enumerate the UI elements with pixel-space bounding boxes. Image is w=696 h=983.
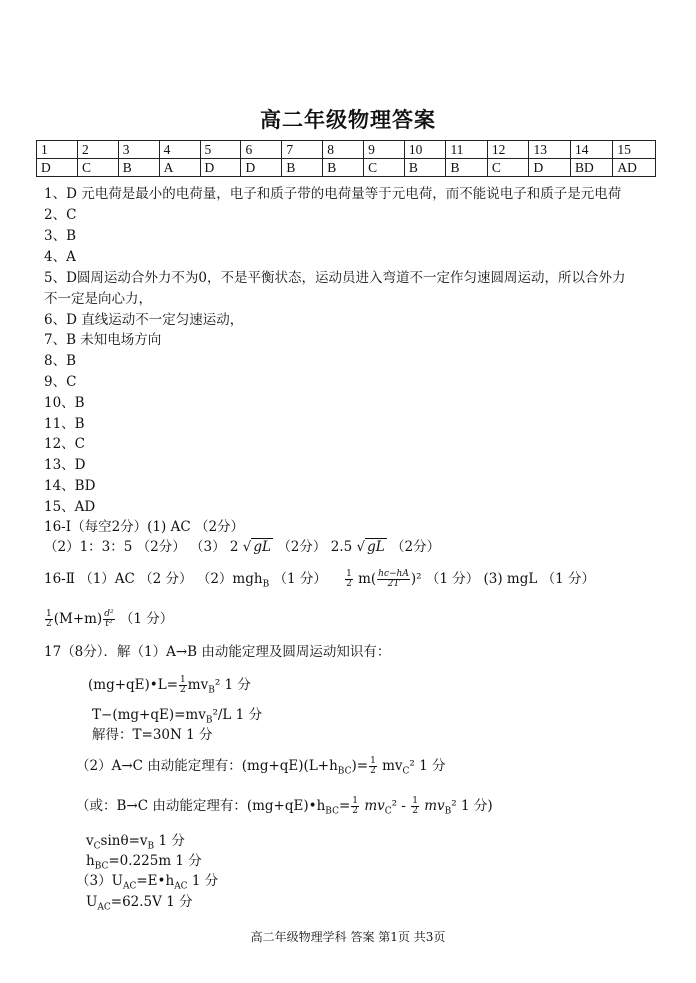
text: ² 1 分) (451, 798, 493, 814)
subscript: AC (122, 881, 137, 892)
text: （2分） (390, 539, 441, 555)
subscript: C (384, 806, 392, 817)
text: U (86, 894, 98, 910)
subscript: BC (94, 861, 109, 872)
text: =0.225m 1 分 (108, 853, 202, 869)
text: =E•h (136, 873, 175, 889)
text: h (86, 853, 95, 869)
table-row-answers (37, 159, 656, 177)
explanation-q12: 12、C (44, 436, 86, 452)
denominator: t² (105, 619, 113, 629)
table-cell: 9 (364, 141, 405, 159)
text: =62.5V 1 分 (110, 894, 193, 910)
table-cell: 15 (613, 141, 656, 159)
table-cell: 6 (241, 141, 282, 159)
explanation-q5-cont: 不一定是向心力， (44, 291, 152, 307)
text: （2分） 2.5 (277, 539, 353, 555)
q16-i-line2 (44, 538, 440, 556)
table-cell: 8 (323, 141, 364, 159)
subscript: B (208, 685, 215, 696)
subscript: B (205, 715, 213, 726)
table-cell: D (241, 159, 282, 177)
sqrt-expression: √ gL (242, 539, 272, 555)
numerator: hc−hA (378, 569, 409, 579)
text: (mg+qE)•L= (88, 677, 179, 693)
explanation-q1: 1、D 元电荷是最小的电荷量，电子和质子带的电荷量等于元电荷，而不能说电子和质子是元电荷 (44, 186, 622, 202)
table-cell: AD (613, 159, 656, 177)
numerator: 1 (180, 675, 186, 685)
table-cell: 1 (37, 141, 78, 159)
text: （1 分） (273, 571, 327, 587)
text: （1 分） (119, 611, 174, 627)
text: mv (364, 798, 385, 814)
table-row-numbers (37, 141, 656, 159)
q16-i-header: 16-Ⅰ（每空2分）(1) AC （2分） (44, 519, 245, 535)
table-cell: 5 (200, 141, 241, 159)
fraction (351, 797, 359, 816)
table-cell: B (404, 159, 446, 177)
text: (M+m) (53, 611, 103, 627)
denominator: 2 (346, 579, 352, 589)
table-cell: D (529, 159, 571, 177)
table-cell: B (282, 159, 323, 177)
text: mv (187, 677, 209, 693)
denominator: 2 (180, 685, 186, 695)
table-cell: 14 (571, 141, 613, 159)
q17-eq4 (76, 757, 446, 781)
sqrt-expression: √ gL (356, 539, 385, 555)
text: = (338, 798, 351, 814)
q17-eq3: 解得：T=30N 1 分 (92, 727, 213, 743)
fraction (179, 676, 187, 695)
table-cell: 2 (77, 141, 118, 159)
explanation-q15: 15、AD (44, 499, 96, 515)
text: 16-Ⅱ （1）AC （2 分） （2）mgh (44, 571, 263, 587)
subscript: B (444, 806, 452, 817)
text: sinθ=v (100, 833, 148, 849)
table-cell: A (159, 159, 200, 177)
denominator: 2 (46, 619, 52, 629)
numerator: 1 (370, 756, 376, 766)
text: （或：B→C 由动能定理有：(mg+qE)•h (76, 798, 326, 814)
text: 1 分 (154, 833, 185, 849)
subscript: B (147, 841, 155, 852)
text: ² - (391, 798, 406, 814)
text: （2）1：3：5 （2分） （3） 2 (44, 539, 239, 555)
table-cell: 10 (404, 141, 446, 159)
explanation-q10: 10、B (44, 395, 85, 411)
explanation-q9: 9、C (44, 374, 77, 390)
text: ² 1 分 (214, 677, 251, 693)
text: ² 1 分 (409, 758, 446, 774)
subscript: AC (174, 881, 188, 892)
table-cell: 12 (487, 141, 529, 159)
explanation-q2: 2、C (44, 207, 77, 223)
page-title: 高二年级物理答案 (260, 107, 436, 132)
table-cell: 4 (159, 141, 200, 159)
text: mv (424, 798, 445, 814)
text: （2）A→C 由动能定理有：(mg+qE)(L+h (76, 758, 338, 774)
subscript: AC (97, 902, 111, 913)
numerator: 1 (46, 609, 52, 619)
subscript: C (402, 766, 410, 777)
table-cell: C (364, 159, 405, 177)
explanation-q6: 6、D 直线运动不一定匀速运动， (44, 312, 244, 328)
answer-table (36, 140, 656, 177)
q17-eq1 (88, 676, 251, 700)
fraction (411, 797, 419, 816)
fraction (377, 570, 410, 589)
numerator: d² (104, 609, 114, 619)
subscript: BC (325, 806, 339, 817)
table-cell: C (77, 159, 118, 177)
text: )= (351, 758, 369, 774)
q17-eq5 (76, 797, 493, 821)
q17-eq9 (86, 893, 193, 917)
table-cell: C (487, 159, 529, 177)
explanation-q4: 4、A (44, 249, 76, 265)
q16-ii-line (44, 570, 595, 594)
fraction (345, 570, 353, 589)
explanation-q14: 14、BD (44, 478, 96, 494)
table-cell: B (118, 159, 159, 177)
subscript: C (93, 841, 101, 852)
fraction (45, 610, 53, 629)
table-cell: 11 (446, 141, 487, 159)
explanation-q5: 5、D圆周运动合外力不为0，不是平衡状态，运动员进入弯道不一定作匀速圆周运动，所以合外力 (44, 270, 626, 286)
table-cell: BD (571, 159, 613, 177)
fraction (103, 610, 114, 629)
denominator: 2 (352, 806, 359, 816)
q16-ii-line2 (44, 610, 173, 629)
denominator: 2 (370, 766, 376, 776)
text: )² （1 分） (3) mgL （1 分） (410, 571, 595, 587)
explanation-q13: 13、D (44, 457, 86, 473)
subscript: BC (337, 766, 352, 777)
text: 1 分 (187, 873, 219, 889)
radicand: gL (367, 539, 385, 555)
explanation-q7: 7、B 未知电场方向 (44, 332, 162, 348)
text: v (86, 833, 94, 849)
explanation-q3: 3、B (44, 228, 77, 244)
table-cell: 13 (529, 141, 571, 159)
page-footer: 高二年级物理学科 答案 第1页 共3页 (250, 930, 446, 944)
table-cell: 3 (118, 141, 159, 159)
text: ²/L 1 分 (212, 707, 263, 723)
denominator: 2T (387, 579, 400, 589)
explanation-q8: 8、B (44, 353, 77, 369)
text: m( (358, 571, 377, 587)
denominator: 2 (412, 806, 418, 816)
fraction (369, 757, 377, 776)
table-cell: B (446, 159, 487, 177)
table-cell: D (200, 159, 241, 177)
numerator: 1 (412, 796, 418, 806)
text: mv (382, 758, 403, 774)
explanation-q11: 11、B (44, 416, 85, 432)
text: （3）U (76, 873, 123, 889)
text: T−(mg+qE)=mv (92, 707, 206, 723)
radicand: gL (253, 539, 272, 555)
table-cell: 7 (282, 141, 323, 159)
table-cell: B (323, 159, 364, 177)
table-cell: D (37, 159, 78, 177)
subscript: B (262, 579, 270, 590)
numerator: 1 (346, 569, 352, 579)
q17-header: 17（8分）．解（1）A→B 由动能定理及圆周运动知识有： (44, 644, 391, 660)
numerator: 1 (352, 796, 359, 806)
